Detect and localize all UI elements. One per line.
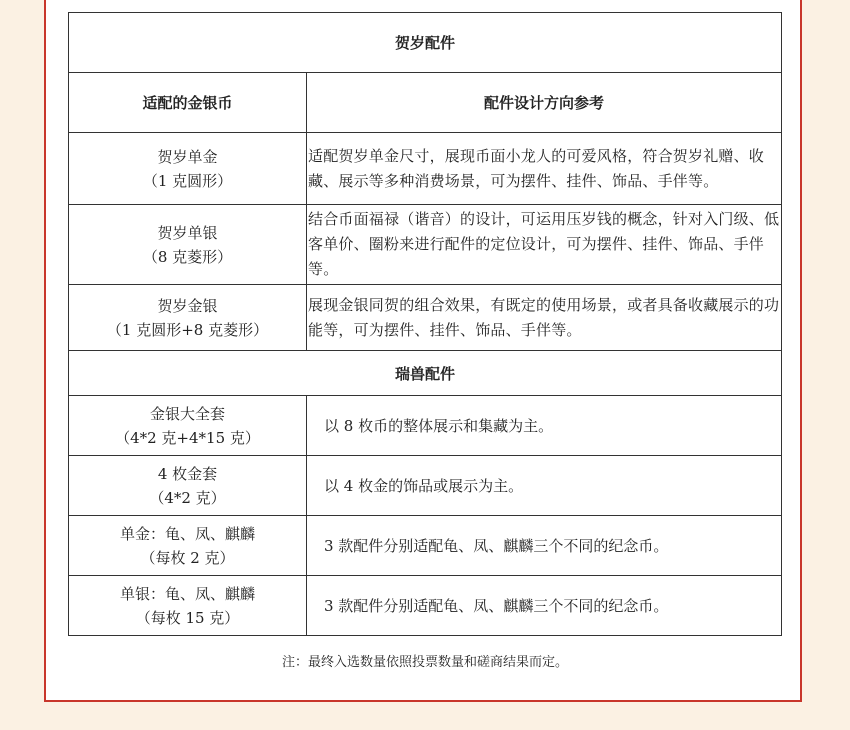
- coin-name: 金银大全套: [149, 404, 225, 423]
- table-row: [69, 133, 782, 205]
- coin-spec: （1 克圆形+8 克菱形）: [106, 320, 269, 339]
- coin-cell: [69, 133, 307, 205]
- coin-cell: [69, 285, 307, 351]
- design-description: 3 款配件分别适配龟、凤、麒麟三个不同的纪念币。: [307, 576, 782, 636]
- coin-cell: [69, 205, 307, 285]
- coin-cell: [69, 396, 307, 456]
- table-row: [69, 396, 782, 456]
- design-description: 展现金银同贺的组合效果，有既定的使用场景，或者具备收藏展示的功能等，可为摆件、挂件、饰品、手伴等。: [307, 285, 782, 351]
- coin-spec: （每枚 15 克）: [135, 608, 240, 627]
- coin-spec: （每枚 2 克）: [140, 548, 235, 567]
- footnote: 注：最终入选数量依照投票数量和磋商结果而定。: [281, 655, 568, 670]
- table-row: [69, 516, 782, 576]
- accessories-table: [68, 12, 782, 636]
- design-description: 结合币面福禄（谐音）的设计，可运用压岁钱的概念，针对入门级、低客单价、圈粉来进行配件的定位设计，可为摆件、挂件、饰品、手伴等。: [307, 205, 782, 285]
- table-row: [69, 576, 782, 636]
- coin-name: 贺岁单银: [157, 223, 218, 242]
- design-description: 3 款配件分别适配龟、凤、麒麟三个不同的纪念币。: [307, 516, 782, 576]
- table-row: [69, 285, 782, 351]
- design-description: 以 4 枚金的饰品或展示为主。: [307, 456, 782, 516]
- coin-spec: （4*2 克）: [149, 488, 226, 507]
- table-row: [69, 456, 782, 516]
- section-header-row: [69, 351, 782, 396]
- coin-spec: （4*2 克+4*15 克）: [115, 428, 260, 447]
- coin-cell: [69, 576, 307, 636]
- section-title-new-year: 贺岁配件: [69, 13, 782, 73]
- coin-name: 单金：龟、凤、麒麟: [119, 524, 255, 543]
- column-header-row: [69, 73, 782, 133]
- coin-spec: （1 克圆形）: [142, 171, 233, 190]
- coin-name: 4 枚金套: [157, 464, 218, 483]
- section-title-auspicious-beasts: 瑞兽配件: [69, 351, 782, 396]
- coin-name: 贺岁金银: [157, 296, 218, 315]
- coin-spec: （8 克菱形）: [142, 247, 233, 266]
- design-description: 适配贺岁单金尺寸，展现币面小龙人的可爱风格，符合贺岁礼赠、收藏、展示等多种消费场景，可为摆件、挂件、饰品、手伴等。: [307, 133, 782, 205]
- coin-cell: [69, 516, 307, 576]
- table-row: [69, 205, 782, 285]
- design-description: 以 8 枚币的整体展示和集藏为主。: [307, 396, 782, 456]
- section-header-row: [69, 13, 782, 73]
- coin-name: 贺岁单金: [157, 147, 218, 166]
- header-design-direction: 配件设计方向参考: [307, 73, 782, 133]
- coin-name: 单银：龟、凤、麒麟: [119, 584, 255, 603]
- header-compatible-coins: 适配的金银币: [69, 73, 307, 133]
- coin-cell: [69, 456, 307, 516]
